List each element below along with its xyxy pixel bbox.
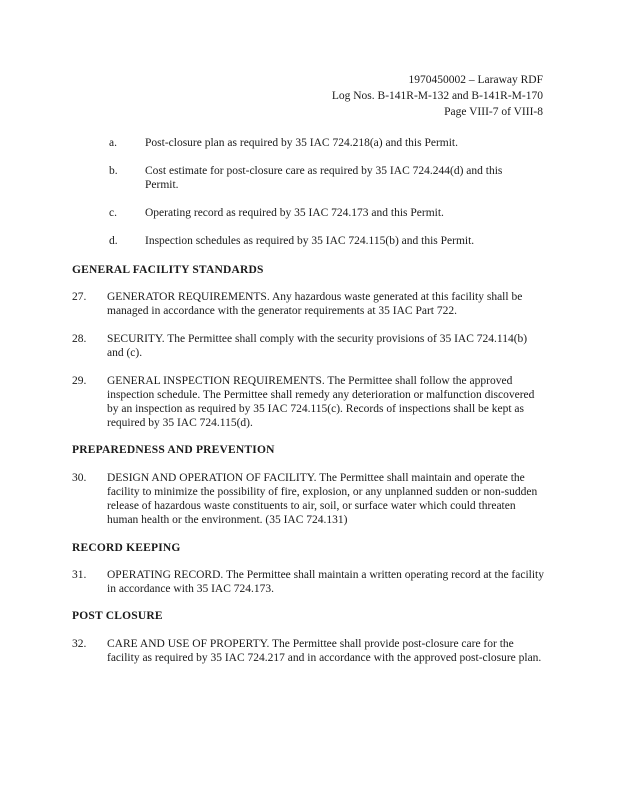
header-facility-id: 1970450002 – Laraway RDF: [408, 74, 543, 86]
header-page-number: Page VIII-7 of VIII-8: [444, 106, 543, 118]
paragraph-number: 31.: [72, 569, 87, 581]
paragraph-number: 27.: [72, 291, 87, 303]
list-item-text: Inspection schedules as required by 35 IAC 724.115(b) and this Permit.: [145, 235, 475, 247]
paragraph-text: DESIGN AND OPERATION OF FACILITY. The Permittee shall maintain and operate the facility to minimize the possibility of fire, explosion, or any unplanned sudden or non-sudden release of hazardous waste constituents to air, soil, or surface water which could threaten human health or the environment. (35 IAC 724.131): [107, 472, 538, 526]
list-item-label: d.: [109, 235, 118, 247]
header-log-numbers: Log Nos. B-141R-M-132 and B-141R-M-170: [331, 90, 543, 102]
paragraph-number: 30.: [72, 472, 87, 484]
section-heading: POST CLOSURE: [72, 610, 163, 622]
section-heading: PREPAREDNESS AND PREVENTION: [72, 444, 275, 456]
paragraph-number: 29.: [72, 375, 87, 387]
paragraph-number: 32.: [72, 638, 87, 650]
page-header: [332, 72, 543, 120]
section-heading: GENERAL FACILITY STANDARDS: [72, 264, 264, 276]
list-item-label: b.: [109, 165, 118, 177]
paragraph-number: 28.: [72, 333, 87, 345]
list-item-text: Cost estimate for post-closure care as required by 35 IAC 724.244(d) and this Permit.: [145, 165, 503, 191]
list-item-text: Operating record as required by 35 IAC 724.173 and this Permit.: [145, 207, 444, 219]
paragraph-text: CARE AND USE OF PROPERTY. The Permittee shall provide post-closure care for the facility as required by 35 IAC 724.217 and in accordance with the approved post-closure plan.: [107, 638, 542, 664]
paragraph-text: SECURITY. The Permittee shall comply with the security provisions of 35 IAC 724.114(b) and (c).: [107, 333, 528, 359]
paragraph-text: GENERATOR REQUIREMENTS. Any hazardous waste generated at this facility shall be managed in accordance with the generator requirements at 35 IAC Part 722.: [107, 291, 523, 317]
paragraph-text: GENERAL INSPECTION REQUIREMENTS. The Permittee shall follow the approved inspection schedule. The Permittee shall remedy any deterioration or malfunction discovered by an inspection as required by 35 IAC 724.115(c). Records of inspections shall be kept as required by 35 IAC 724.115(d).: [107, 375, 535, 429]
paragraph-text: OPERATING RECORD. The Permittee shall maintain a written operating record at the facility in accordance with 35 IAC 724.173.: [107, 569, 544, 595]
list-item-text: Post-closure plan as required by 35 IAC 724.218(a) and this Permit.: [145, 137, 458, 149]
section-heading: RECORD KEEPING: [72, 542, 181, 554]
list-item-label: c.: [109, 207, 117, 219]
list-item-label: a.: [109, 137, 117, 149]
